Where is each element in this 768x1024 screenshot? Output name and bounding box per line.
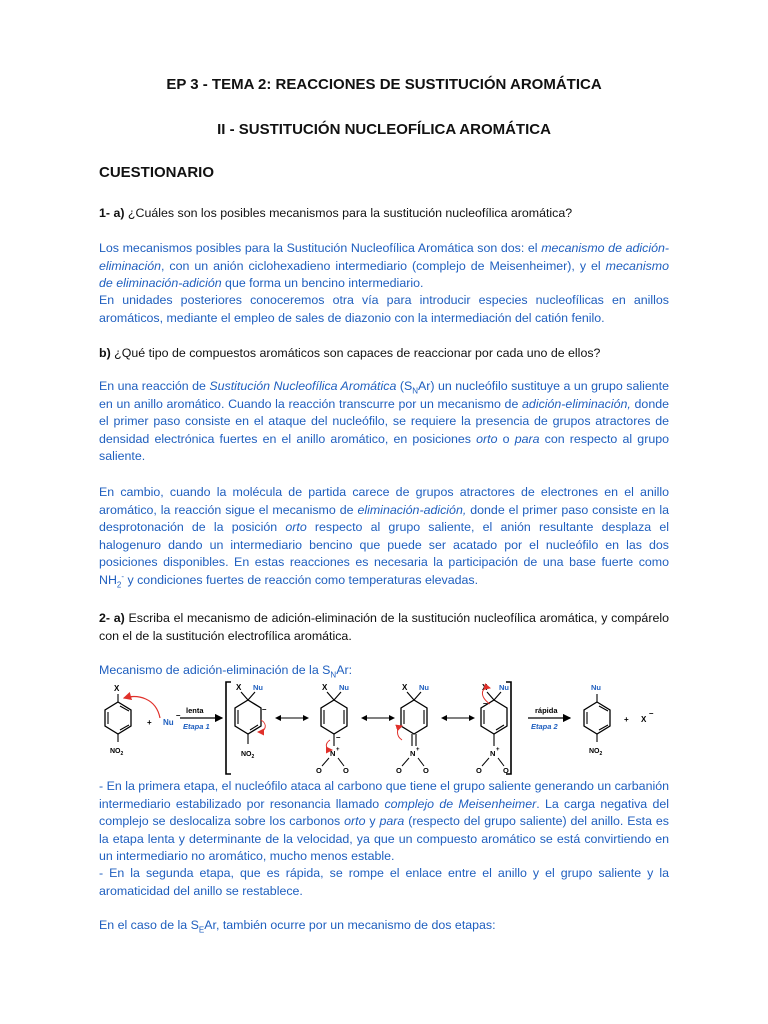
answer-2a-paragraph-3 [99, 917, 669, 935]
bracket-right [506, 682, 511, 774]
question-1b [99, 345, 669, 363]
oxygen-label: O [423, 766, 429, 775]
answer-1b-paragraph-2 [99, 484, 669, 589]
superscript: - [121, 571, 125, 581]
x-label: X [236, 683, 242, 692]
answer-text: eliminación-adición, [357, 502, 467, 517]
oxygen-label: O [343, 766, 349, 775]
answer-text: orto [476, 431, 498, 446]
answer-text: En una reacción de [99, 379, 210, 393]
subscript: N [412, 386, 418, 396]
answer-text: . La carga negativa del complejo se deslocaliza sobre los carbonos [99, 796, 669, 828]
document-subtitle: II - SUSTITUCIÓN NUCLEOFÍLICA AROMÁTICA [217, 121, 551, 138]
x-label: X [322, 683, 328, 692]
answer-text: complejo de Meisenheimer [384, 796, 537, 811]
plus-sign: + [624, 715, 629, 724]
leaving-group-product: X [641, 715, 647, 724]
n-charge: + [336, 747, 340, 753]
meisenheimer-structure-2 [316, 683, 349, 775]
answer-text: respecto al grupo saliente, el anión resultante desplaza el halogenuro dando un intermediario bencino que puede ser acatado por el nucleófilo en las dos posiciones disponibles. En estas reacciones es necesaria la participación de una base fuerte como NH [99, 520, 669, 587]
answer-text: o [497, 431, 515, 446]
nu-label: Nu [591, 683, 601, 692]
meisenheimer-structure-3 [396, 683, 429, 775]
answer-text: En el caso de la S [99, 918, 199, 932]
question-label: b) [99, 346, 111, 360]
answer-2a-paragraph-2: - En la segunda etapa, que es rápida, se rompe el enlace entre el anillo y el grupo saliente y la aromaticidad del anillo se restablece. [99, 866, 669, 898]
answer-1a-paragraph-1 [99, 240, 669, 293]
answer-text: , con un anión ciclohexadieno intermediario (complejo de Meisenheimer), y el [160, 258, 606, 273]
electron-arrow [398, 726, 403, 740]
x-label: X [402, 683, 408, 692]
oxygen-label: O [396, 766, 402, 775]
nitrogen-label: N [410, 749, 416, 758]
answer-text: Ar, también ocurre por un mecanismo de dos etapas: [204, 918, 496, 932]
n-charge: + [496, 747, 500, 753]
meisenheimer-structure-1 [235, 683, 267, 760]
answer-text: - En la primera etapa, el nucleófilo ataca al carbono que tiene el grupo saliente generando un carbanión intermediario estabilizado por resonancia llamado [99, 779, 669, 811]
reactant-molecule [105, 684, 131, 757]
answer-text: orto [344, 814, 366, 828]
answer-text: y [365, 814, 380, 828]
question-label: 2- a) [99, 611, 125, 625]
n-charge: + [416, 747, 420, 753]
nitro-label: $NO_2$ [589, 748, 603, 757]
nu-label: Nu [339, 683, 349, 692]
mechanism-title [99, 662, 669, 680]
nitro-label: $NO_2$ [241, 751, 255, 760]
answer-text: con respecto al grupo saliente. [99, 431, 669, 463]
answer-text: para [379, 814, 405, 828]
mechanism-scheme [98, 680, 672, 780]
answer-text: Sustitución Nucleofílica Aromática [209, 379, 397, 393]
answer-text: En cambio, cuando la molécula de partida carece de grupos atractores de electrones en el anillo aromático, la reacción sigue el mecanismo de [99, 485, 669, 517]
answer-2a-paragraph-1 [99, 778, 669, 866]
nucleophile-charge: – [176, 711, 181, 720]
question-text: ¿Cuáles son los posibles mecanismos para la sustitución nucleofílica aromática? [124, 206, 573, 220]
negative-charge: – [336, 733, 341, 742]
answer-text: orto [285, 520, 307, 534]
answer-1b-paragraph-1 [99, 378, 669, 466]
bracket-left [226, 682, 231, 774]
mechanism-title-text: Mecanismo de adición-eliminación de la S [99, 663, 331, 677]
oxygen-label: O [503, 766, 509, 775]
question-text: ¿Qué tipo de compuestos aromáticos son capaces de reaccionar por cada uno de ellos? [110, 346, 601, 360]
leaving-group-label: X [114, 684, 120, 693]
step2-rate-label: rápida [535, 706, 558, 715]
leaving-group-charge: – [649, 709, 654, 718]
step1-label: Etapa 1 [183, 722, 210, 731]
section-heading: CUESTIONARIO [99, 164, 215, 181]
answer-1a-paragraph-2: En unidades posteriores conoceremos otra vía para introducir especies nucleofílicas en anillos aromáticos, mediante el empleo de sales de diazonio con la intermediación del catión fenilo. [99, 293, 669, 325]
step1-rate-label: lenta [186, 706, 204, 715]
nu-label: Nu [419, 683, 429, 692]
product-molecule [584, 683, 610, 757]
question-label: 1- a) [99, 206, 125, 220]
answer-text: Ar) un nucleófilo sustituye a un grupo saliente en un anillo aromático. Cuando la reacción transcurre por un mecanismo de [99, 379, 670, 411]
mechanism-title-text: Ar: [336, 663, 353, 677]
oxygen-label: O [316, 766, 322, 775]
answer-text: mecanismo de eliminación-adición [99, 258, 669, 290]
nitrogen-label: N [330, 749, 336, 758]
meisenheimer-structure-4 [476, 683, 509, 775]
x-label: X [482, 683, 488, 692]
attack-arrow [124, 697, 160, 718]
answer-text: mecanismo de adición-eliminación [99, 241, 669, 273]
subscript: 2 [116, 579, 122, 589]
answer-text: (S [396, 379, 413, 393]
nitrogen-label: N [490, 749, 496, 758]
subscript: N [330, 670, 337, 680]
question-text: Escriba el mecanismo de adición-eliminación de la sustitución nucleofílica aromática, y compárelo con el de la sustitución electrofílica aromática. [99, 611, 669, 643]
negative-charge: – [483, 699, 488, 708]
plus-sign: + [147, 718, 152, 727]
nucleophile-label: Nu [163, 718, 174, 727]
oxygen-label: O [476, 766, 482, 775]
negative-charge: – [262, 705, 267, 714]
answer-text: Los mecanismos posibles para la Sustitución Nucleofílica Aromática son dos: el [99, 241, 542, 255]
answer-text: donde el primer paso consiste en el ataque del nucleófilo, se requiere la presencia de grupos atractores de densidad electrónica fuertes en el anillo aromático, en posiciones [99, 396, 669, 446]
question-2a [99, 610, 669, 645]
nu-label: Nu [499, 683, 509, 692]
step2-label: Etapa 2 [531, 722, 558, 731]
answer-text: y condiciones fuertes de reacción como temperaturas elevadas. [124, 572, 479, 587]
answer-text: donde el primer paso consiste en la desprotonación de la posición [99, 502, 669, 534]
answer-text: adición-eliminación, [522, 396, 631, 411]
answer-text: para [514, 431, 540, 446]
answer-text: (respecto del grupo saliente) del anillo. Esta es la etapa lenta y determinante de la velocidad, ya que un compuesto aromático se está convirtiendo en un intermediario no aromático, mucho menos estable. [99, 814, 669, 863]
nu-label: Nu [253, 683, 263, 692]
answer-text: que forma un bencino intermediario. [221, 276, 424, 290]
document-title: EP 3 - TEMA 2: REACCIONES DE SUSTITUCIÓN AROMÁTICA [166, 76, 602, 93]
subscript: E [198, 925, 205, 935]
nitro-label: $NO_2$ [110, 748, 124, 757]
question-1a [99, 205, 669, 223]
